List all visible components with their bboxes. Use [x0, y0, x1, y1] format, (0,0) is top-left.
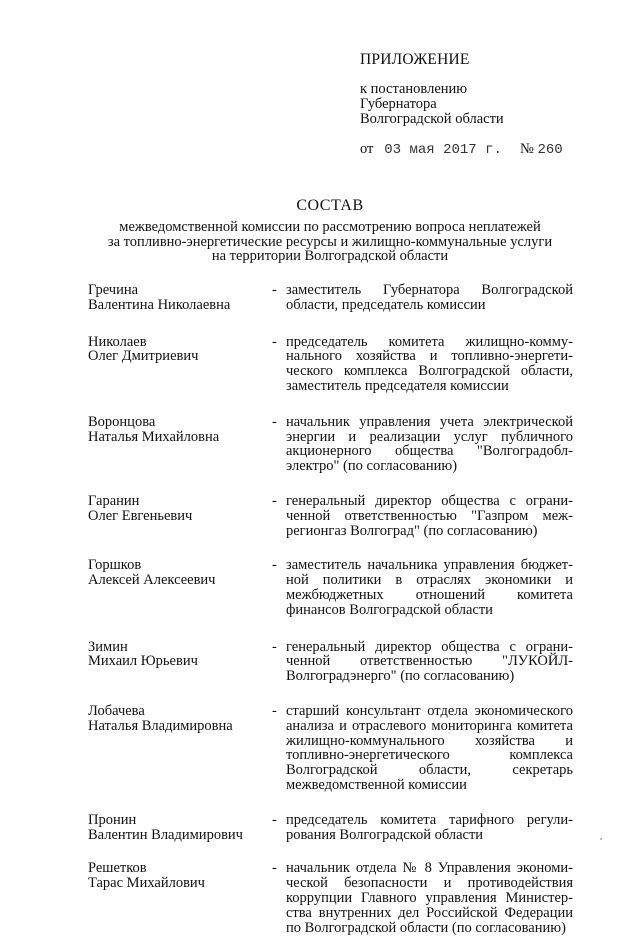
dash-separator: - [272, 702, 277, 719]
subtitle-line-2: за топливно-энергетические ресурсы и жилищно-коммунальные услуги [107, 233, 553, 250]
member-given-name: Наталья Михайловна [88, 428, 220, 445]
member-role: председатель комитета жилищно-коммунального хозяйства и топливно-энергетического комплекса Волгоградской области, заместитель председателя комиссии [286, 333, 573, 394]
member-surname: Гречина [88, 282, 139, 298]
member-surname: Николаев [88, 333, 147, 350]
member-given-name: Наталья Владимировна [88, 717, 233, 734]
member-role: заместитель Губернатора Волгоградской области, председатель комиссии [286, 282, 573, 313]
member-given-name: Олег Дмитриевич [88, 348, 199, 365]
dash-separator: - [272, 557, 277, 574]
appendix-line-1: к постановлению [360, 81, 468, 97]
subtitle-line-3: на территории Волгоградской области [211, 248, 449, 264]
document-subtitle [0, 220, 640, 264]
dash-separator: - [272, 413, 277, 430]
dash-separator: - [272, 492, 277, 509]
member-row [88, 861, 578, 935]
member-row [88, 704, 578, 793]
member-given-name: Михаил Юрьевич [88, 653, 198, 670]
member-surname: Горшков [88, 557, 142, 574]
member-role: генеральный директор общества с ограниченной ответственностью "ЛУКОЙЛ-Волгоградэнерго" (по согласованию) [286, 638, 573, 685]
decree-date-line [360, 142, 620, 158]
member-name [88, 813, 268, 843]
number-sign: № [520, 141, 534, 157]
member-row [88, 494, 578, 538]
member-name [88, 861, 268, 891]
date-prefix: от [360, 141, 374, 157]
appendix-title: ПРИЛОЖЕНИЕ [360, 51, 470, 68]
member-surname: Лобачева [88, 702, 145, 719]
member-role: председатель комитета тарифного регулирования Волгоградской области [286, 811, 573, 843]
member-row [88, 813, 578, 843]
dash-separator: - [272, 333, 277, 350]
member-role: начальник отдела № 8 Управления экономической безопасности и противодействия коррупции Главного управления Министерства внутренних дел Российской Федерации по Волгоградской области (по согласованию) [286, 860, 573, 936]
member-name [88, 335, 268, 365]
members-list [88, 283, 578, 935]
member-row [88, 640, 578, 684]
member-role: заместитель начальника управления бюджетной политики в отраслях экономики и межбюджетных отношений комитета финансов Волгоградской области [286, 557, 573, 618]
member-surname: Гаранин [88, 492, 140, 509]
member-surname: Воронцова [88, 413, 156, 430]
member-name [88, 640, 268, 670]
dash-separator: - [272, 282, 277, 298]
member-role: генеральный директор общества с ограниченной ответственностью "Газпром межрегионгаз Волгоград" (по согласованию) [286, 492, 573, 539]
member-surname: Пронин [88, 811, 137, 828]
member-row [88, 335, 578, 394]
member-given-name: Алексей Алексеевич [88, 572, 216, 589]
subtitle-line-1: межведомственной комиссии по рассмотрению вопроса неплатежей [119, 219, 541, 235]
decree-number: 260 [537, 142, 563, 158]
member-role: начальник управления учета электрической энергии и реализации услуг публичного акционерного общества "Волгоградоблэлектро" (по согласованию) [286, 413, 573, 475]
member-name [88, 283, 268, 313]
scan-speck [600, 838, 602, 840]
dash-separator: - [272, 811, 277, 828]
member-given-name: Валентина Николаевна [88, 296, 231, 313]
member-name [88, 704, 268, 734]
member-given-name: Тарас Михайлович [88, 875, 205, 892]
member-name [88, 494, 268, 524]
dash-separator: - [272, 860, 277, 877]
member-role: старший консультант отдела экономического анализа и отраслевого мониторинга комитета жилищно-коммунального хозяйства и топливно-энергетического комплекса Волгоградской области, секретарь межведомственной комиссии [286, 702, 573, 793]
member-surname: Зимин [88, 638, 128, 655]
member-given-name: Олег Евгеньевич [88, 507, 193, 524]
dash-separator: - [272, 638, 277, 655]
member-row [88, 558, 578, 617]
decree-date: 03 мая 2017 г. [384, 142, 502, 158]
member-given-name: Валентин Владимирович [88, 826, 243, 843]
document-title: СОСТАВ [296, 197, 364, 214]
appendix-line-3: Волгоградской области [360, 111, 504, 127]
member-name [88, 558, 268, 588]
appendix-block [360, 52, 620, 158]
appendix-line-2: Губернатора [360, 96, 437, 112]
member-row [88, 283, 578, 313]
member-surname: Решетков [88, 860, 147, 877]
member-row [88, 415, 578, 474]
member-name [88, 415, 268, 445]
